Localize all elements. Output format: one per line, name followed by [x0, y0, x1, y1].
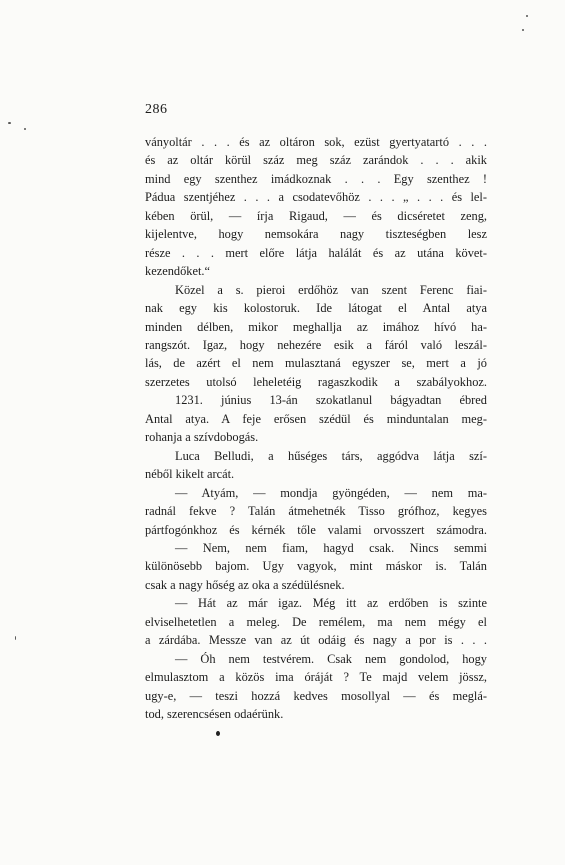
- scan-speck: [8, 122, 11, 124]
- text-line: nak egy kis kolostoruk. Ide látogat el Antal atya: [145, 301, 487, 316]
- scan-speck: [15, 636, 16, 640]
- ink-mark: [216, 731, 220, 736]
- text-line: rohanja a szívdobogás.: [145, 430, 259, 445]
- text-line: rangszót. Igaz, hogy nehezére esik a fáról való leszál-: [145, 337, 487, 352]
- text-line: a zárdába. Messze van az út odáig és nagy a por is . . .: [145, 633, 487, 648]
- scan-speck: [526, 15, 528, 17]
- text-line: radnál fekve ? Talán átmehetnék Tisso grófhoz, kegyes: [145, 504, 487, 519]
- text-line: mind egy szenthez imádkoznak . . . Egy szenthez !: [145, 171, 487, 186]
- text-line: ványoltár . . . és az oltáron sok, ezüst gyertyatartó . . .: [145, 135, 487, 149]
- text-line: Közel a s. pieroi erdőhöz van szent Ferenc fiai-: [175, 282, 487, 297]
- text-line: lás, de azért el nem mulasztaná egyszer se, mert a jó: [145, 356, 487, 371]
- text-line: kijelentve, hogy nemsokára nagy tiszteségben lesz: [145, 227, 487, 242]
- text-line: — Óh nem testvérem. Csak nem gondolod, hogy: [175, 651, 487, 666]
- text-line: — Hát az már igaz. Még itt az erdőben is szinte: [175, 596, 487, 611]
- text-line: tod, szerencsésen odaérünk.: [145, 707, 284, 722]
- text-line: és az oltár körül száz meg száz zarándok . . . akik: [145, 153, 487, 168]
- body-text: [145, 133, 487, 724]
- page-number: 286: [145, 102, 168, 117]
- text-line: ugy-e, — teszi hozzá kedves mosollyal — és meglá-: [145, 688, 487, 703]
- text-line: különösebb bajom. Ugy vagyok, mint máskor is. Talán: [145, 559, 487, 574]
- text-line: csak a nagy hőség az oka a szédülésnek.: [145, 577, 345, 592]
- text-line: — Nem, nem fiam, hagyd csak. Nincs semmi: [175, 540, 487, 555]
- text-line: pártfogónkhoz és kérnék tőle valami orvosszert számodra.: [145, 522, 487, 537]
- text-line: — Atyám, — mondja gyöngéden, — nem ma-: [175, 485, 487, 500]
- text-line: része . . . mert előre látja halálát és az utána követ-: [145, 245, 487, 260]
- text-line: elmulasztom a közös ima óráját ? Te majd velem jössz,: [145, 670, 487, 685]
- text-line: szerzetes utolsó leheletéig ragaszkodik a szabályokhoz.: [145, 374, 487, 389]
- text-line: minden délben, mikor meghallja az imához hívó ha-: [145, 319, 487, 334]
- scan-speck: [24, 128, 26, 130]
- text-line: kében örül, — írja Rigaud, — és dicséretet zeng,: [145, 208, 487, 223]
- text-line: Luca Belludi, a hűséges társ, aggódva látja szí-: [175, 448, 487, 463]
- text-line: Antal atya. A feje erősen szédül és minduntalan meg-: [145, 411, 487, 426]
- text-line: Pádua szentjéhez . . . a csodatevőhöz . . . „ . . . és lel-: [145, 190, 487, 205]
- text-line: kezendőket.“: [145, 264, 211, 279]
- text-line: néből kikelt arcát.: [145, 467, 235, 482]
- text-line: elviselhetetlen a meleg. De remélem, ma nem mégy el: [145, 614, 487, 629]
- scan-speck: [522, 29, 524, 31]
- text-line: 1231. június 13-án szokatlanul bágyadtan ébred: [175, 393, 487, 408]
